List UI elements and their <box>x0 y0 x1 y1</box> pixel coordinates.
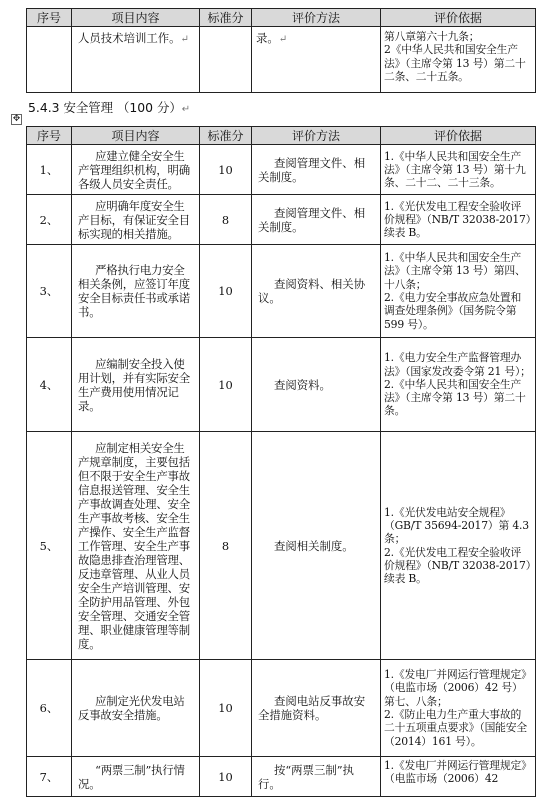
cell-basis: 1.《发电厂并网运行管理规定》（电监市场（2006）42 <box>381 757 536 797</box>
header-basis: 评价依据 <box>381 9 536 27</box>
cell-score: 8 <box>200 432 252 660</box>
table-row <box>27 195 536 245</box>
section-heading: 5.4.3 安全管理 （100 分）↵ <box>28 100 191 115</box>
cell-method: 查阅电站反事故安全措施资料。 <box>252 660 381 757</box>
safety-management-table <box>26 126 536 797</box>
header-basis: 评价依据 <box>381 127 536 145</box>
header-method: 评价方法 <box>252 9 381 27</box>
cell-no: 2、 <box>27 195 72 245</box>
cell-score: 8 <box>200 195 252 245</box>
cell-basis: 1.《电力安全生产监督管理办法》（国家发改委令第 21 号）； 2.《中华人民共和国安全生产法》（主席令第 13 号）第二十条。 <box>381 338 536 432</box>
cell-item: 应制定相关安全生产规章制度，主要包括但不限于安全生产事故信息报送管理、安全生产事故调查处理、安全生产事故考核、安全生产操作、安全生产监督工作管理、安全生产事故隐患排查治理管理、反违章管理、从业人员安全生产培训管理、安全防护用品管理、外包安全管理、交通安全管理、职业健康管理等制度。 <box>72 432 200 660</box>
table-row <box>27 660 536 757</box>
header-no: 序号 <box>27 9 72 27</box>
cell-item: 严格执行电力安全相关条例，应签订年度安全目标责任书或承诺书。 <box>72 245 200 338</box>
cell-method: 录。↵ <box>252 27 381 93</box>
cell-no: 7、 <box>27 757 72 797</box>
cell-no: 4、 <box>27 338 72 432</box>
table-header-row <box>27 9 536 27</box>
cell-no: 6、 <box>27 660 72 757</box>
cell-score: 10 <box>200 245 252 338</box>
cell-score: 10 <box>200 145 252 195</box>
table-row <box>27 757 536 797</box>
header-score: 标准分 <box>200 9 252 27</box>
cell-basis: 1.《中华人民共和国安全生产法》（主席令第 13 号）第四、十八条； 2.《电力安全事故应急处置和调查处理条例》（国务院令第 599 号）。 <box>381 245 536 338</box>
cell-method: 查阅资料、相关协议。 <box>252 245 381 338</box>
header-item: 项目内容 <box>72 127 200 145</box>
cell-score: 10 <box>200 338 252 432</box>
cell-basis: 1.《发电厂并网运行管理规定》（电监市场（2006）42 号）第七、八条； 2.《防止电力生产重大事故的二十五项重点要求》（国能安全（2014）161 号）。 <box>381 660 536 757</box>
cell-no: 1、 <box>27 145 72 195</box>
cell-score <box>200 27 252 93</box>
cell-item: “两票三制”执行情况。 <box>72 757 200 797</box>
cell-method: 查阅相关制度。 <box>252 432 381 660</box>
table-move-handle-icon[interactable]: ✥ <box>12 114 21 124</box>
cell-basis: 1.《光伏发电工程安全验收评价规程》（NB/T 32038-2017）续表 B。 <box>381 195 536 245</box>
cell-no: 5、 <box>27 432 72 660</box>
header-no: 序号 <box>27 127 72 145</box>
cell-method: 查阅管理文件、相关制度。 <box>252 195 381 245</box>
cell-item: 应明确年度安全生产目标，有保证安全目标实现的相关措施。 <box>72 195 200 245</box>
cell-no: 3、 <box>27 245 72 338</box>
header-item: 项目内容 <box>72 9 200 27</box>
previous-section-table <box>26 8 536 93</box>
cell-item: 应建立健全安全生产管理组织机构，明确各级人员安全责任。 <box>72 145 200 195</box>
table-header-row <box>27 127 536 145</box>
cell-score: 10 <box>200 757 252 797</box>
cell-basis: 第八章第六十九条； 2《中华人民共和国安全生产法》（主席令第 13 号）第二十二条、二十五条。 <box>381 27 536 93</box>
cell-item: 人员技术培训工作。↵ <box>72 27 200 93</box>
cell-item: 应制定光伏发电站反事故安全措施。 <box>72 660 200 757</box>
header-score: 标准分 <box>200 127 252 145</box>
cell-score: 10 <box>200 660 252 757</box>
cell-item: 应编制安全投入使用计划，并有实际安全生产费用使用情况记录。 <box>72 338 200 432</box>
table-row <box>27 145 536 195</box>
table-row <box>27 245 536 338</box>
cell-method: 按“两票三制”执行。 <box>252 757 381 797</box>
cell-method: 查阅管理文件、相关制度。 <box>252 145 381 195</box>
table-row <box>27 432 536 660</box>
table-row <box>27 338 536 432</box>
cell-basis: 1.《光伏发电站安全规程》（GB/T 35694-2017）第 4.3 条； 2.《光伏发电工程安全验收评价规程》（NB/T 32038-2017）续表 B。 <box>381 432 536 660</box>
cell-method: 查阅资料。 <box>252 338 381 432</box>
table-row <box>27 27 536 93</box>
header-method: 评价方法 <box>252 127 381 145</box>
cell-basis: 1.《中华人民共和国安全生产法》（主席令第 13 号）第十九条、二十二、二十三条。 <box>381 145 536 195</box>
cell-no <box>27 27 72 93</box>
